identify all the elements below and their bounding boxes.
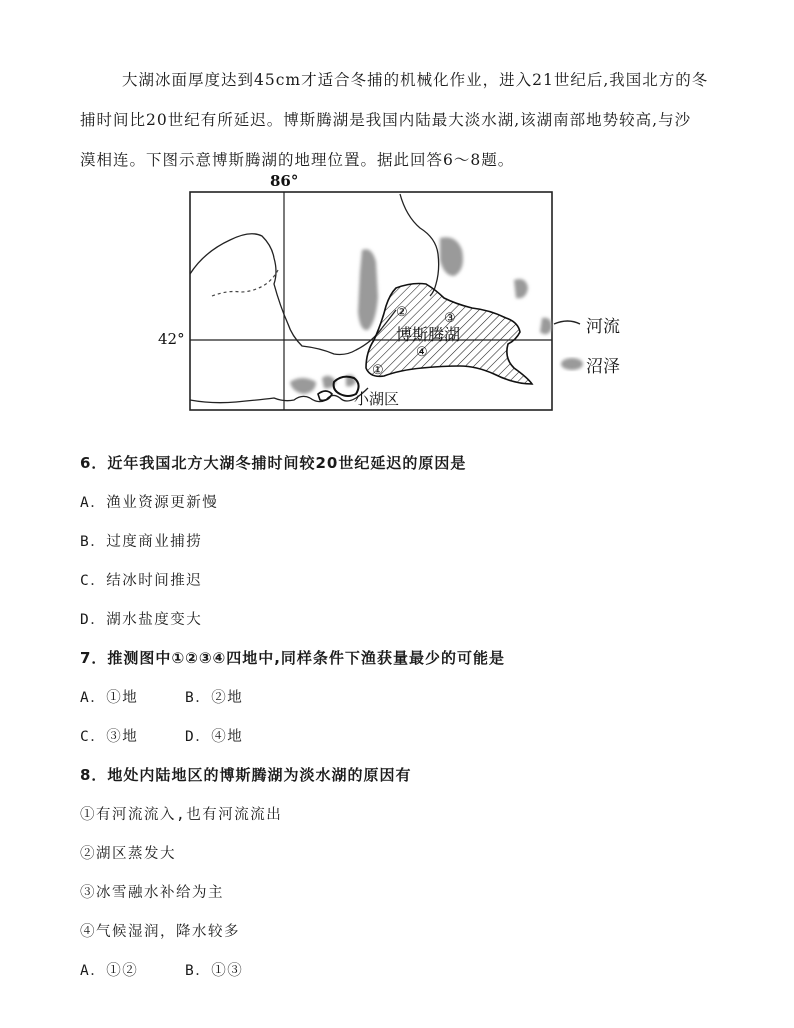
q7-option-b: B．②地 <box>185 690 244 706</box>
intro-line-2: 捕时间比20世纪有所延迟。博斯腾湖是我国内陆最大淡水湖,该湖南部地势较高,与沙 <box>80 111 692 129</box>
q8-stem: 8．地处内陆地区的博斯腾湖为淡水湖的原因有 <box>80 766 412 784</box>
legend-river-label: 河流 <box>586 317 620 337</box>
q6-stem: 6．近年我国北方大湖冬捕时间较20世纪延迟的原因是 <box>80 454 467 472</box>
q6-option-c: C．结冰时间推迟 <box>80 573 203 589</box>
lake-name-label: 博斯腾湖 <box>396 325 461 344</box>
q8-statement-1: ①有河流流入,也有河流流出 <box>80 807 283 823</box>
q8-statement-2: ②湖区蒸发大 <box>80 846 176 862</box>
q6-option-b: B．过度商业捕捞 <box>80 534 203 550</box>
q7-option-c: C．③地 <box>80 729 139 745</box>
site-4-label: ④ <box>416 345 428 360</box>
latitude-label: 42° <box>158 330 185 348</box>
legend-marsh-symbol <box>561 358 583 370</box>
site-2-label: ② <box>396 305 408 320</box>
q7-stem: 7．推测图中①②③④四地中,同样条件下渔获量最少的可能是 <box>80 649 505 667</box>
q7-options-row-1 <box>80 686 290 707</box>
q8-option-a: A．①② <box>80 963 139 979</box>
intro-line-1: 大湖冰面厚度达到45cm才适合冬捕的机械化作业，进入21世纪后,我国北方的冬 <box>122 71 709 89</box>
q8-options-row-1 <box>80 959 290 980</box>
longitude-label: 86° <box>270 172 299 190</box>
q8-statement-3: ③冰雪融水补给为主 <box>80 885 224 901</box>
q6-option-d: D．湖水盐度变大 <box>80 612 203 628</box>
q7-option-a: A．①地 <box>80 690 139 706</box>
intro-paragraph <box>80 60 730 180</box>
site-3-label: ③ <box>444 311 456 326</box>
q7-options-row-2 <box>80 725 290 746</box>
q8-option-b: B．①③ <box>185 963 244 979</box>
legend-marsh-label: 沼泽 <box>586 357 620 377</box>
small-lake-label: 小湖区 <box>354 390 400 408</box>
legend-river-symbol <box>554 321 580 324</box>
intro-line-3: 漠相连。下图示意博斯腾湖的地理位置。据此回答6～8题。 <box>80 151 515 169</box>
site-1-label: ① <box>372 363 384 378</box>
boundary-dotted <box>212 270 278 296</box>
bosten-lake-map <box>150 172 650 417</box>
q7-option-d: D．④地 <box>185 729 244 745</box>
q8-statement-4: ④气候湿润，降水较多 <box>80 924 240 940</box>
q6-option-a: A．渔业资源更新慢 <box>80 495 219 511</box>
